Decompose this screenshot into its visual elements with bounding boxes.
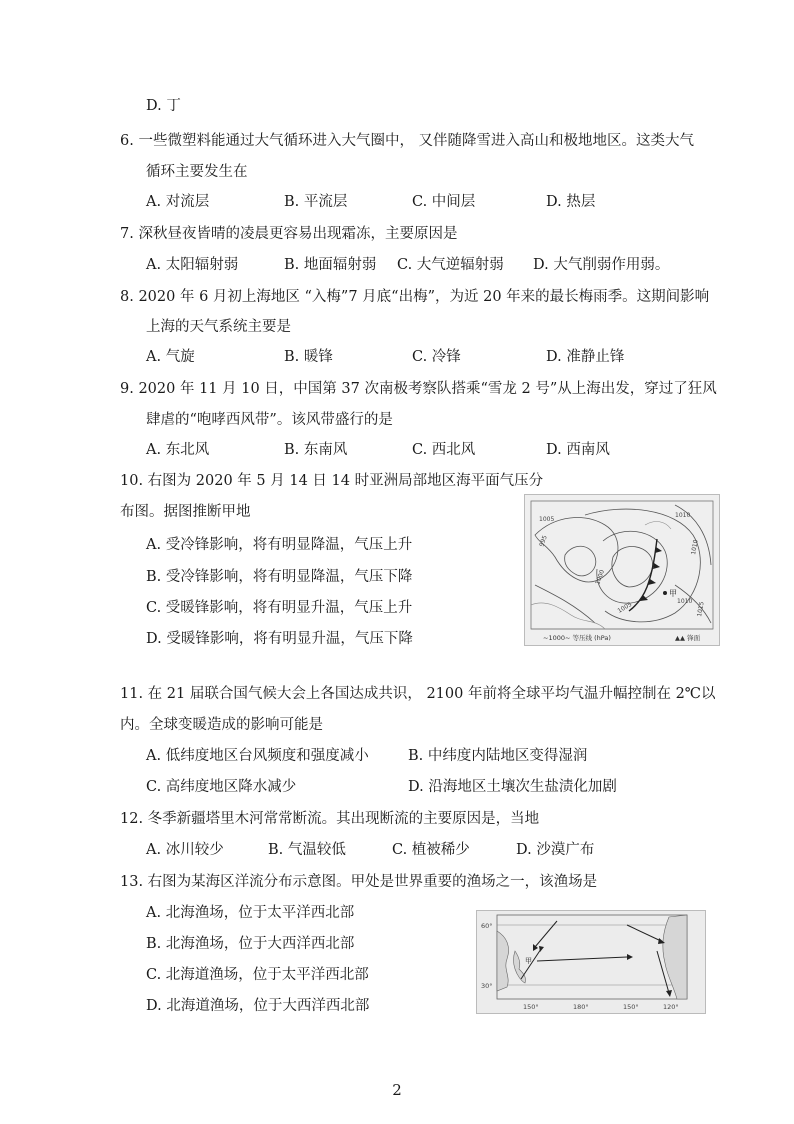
isobar-label: 1015	[696, 601, 706, 618]
q10-stem-line2: 布图。据图推断甲地	[120, 504, 251, 520]
q6-option-a: A. 对流层	[146, 194, 210, 210]
q10-option-c: C. 受暖锋影响，将有明显升温，气压上升	[146, 600, 413, 616]
isobar-label: 1005	[616, 601, 634, 615]
q11-stem-line1: 11. 在 21 届联合国气候大会上各国达成共识， 2100 年前将全球平均气温升幅控制在 2℃以	[120, 686, 716, 702]
q8-stem-line2: 上海的天气系统主要是	[146, 319, 291, 335]
q9-option-c: C. 西北风	[412, 442, 476, 458]
lon-label: 150°	[523, 1003, 539, 1011]
page-number: 2	[392, 1081, 402, 1099]
map-legend-isobar: ~1000~ 等压线 (hPa)	[543, 634, 611, 642]
lat-label-top: 60°	[481, 922, 493, 930]
q6-stem-line1: 6. 一些微塑料能通过大气循环进入大气圈中， 又伴随降雪进入高山和极地地区。这类大气	[120, 133, 695, 149]
q13-option-c: C. 北海道渔场，位于太平洋西北部	[146, 967, 369, 983]
pressure-map-drawing	[525, 495, 719, 645]
q7-stem-line1: 7. 深秋昼夜皆晴的凌晨更容易出现霜冻，主要原因是	[120, 226, 458, 242]
map-legend-front: ▲▲ 锋面	[675, 634, 701, 642]
isobar-label: 1010	[690, 539, 700, 556]
q8-stem-line1: 8. 2020 年 6 月初上海地区 “入梅”7 月底“出梅”，为近 20 年来的最长梅雨季。这期间影响	[120, 289, 710, 305]
q13-option-d: D. 北海道渔场，位于大西洋西北部	[146, 998, 370, 1014]
q7-option-a: A. 太阳辐射弱	[146, 257, 239, 273]
q13-option-a: A. 北海渔场，位于太平洋西北部	[146, 905, 355, 921]
q6-option-d: D. 热层	[546, 194, 596, 210]
q6-stem-line2: 循环主要发生在	[146, 164, 248, 180]
q5-option-d: D. 丁	[146, 98, 181, 114]
q12-option-c: C. 植被稀少	[392, 842, 470, 858]
q12-option-b: B. 气温较低	[268, 842, 346, 858]
q10-option-a: A. 受冷锋影响，将有明显降温，气压上升	[146, 537, 413, 553]
map-place-label: 甲	[669, 589, 677, 598]
q9-option-a: A. 东北风	[146, 442, 210, 458]
isobar-label: 995	[538, 534, 549, 548]
q9-stem-line1: 9. 2020 年 11 月 10 日，中国第 37 次南极考察队搭乘“雪龙 2 号”从上海出发，穿过了狂风	[120, 381, 717, 397]
q9-option-d: D. 西南风	[546, 442, 610, 458]
q11-option-a: A. 低纬度地区台风频度和强度减小	[146, 748, 369, 764]
q6-option-b: B. 平流层	[284, 194, 348, 210]
q8-option-b: B. 暖锋	[284, 349, 333, 365]
q7-option-b: B. 地面辐射弱	[284, 257, 377, 273]
q8-option-d: D. 准静止锋	[546, 349, 625, 365]
q7-option-c: C. 大气逆辐射弱	[397, 257, 504, 273]
ocean-current-drawing	[477, 911, 705, 1013]
current-map-place-label: 甲	[525, 957, 532, 965]
q12-stem-line1: 12. 冬季新疆塔里木河常常断流。其出现断流的主要原因是，当地	[120, 811, 540, 827]
isobar-label: 1000	[594, 568, 607, 586]
q8-option-c: C. 冷锋	[412, 349, 461, 365]
q12-option-d: D. 沙漠广布	[516, 842, 595, 858]
q8-option-a: A. 气旋	[146, 349, 195, 365]
lat-label-bottom: 30°	[481, 982, 493, 990]
q13-option-b: B. 北海渔场，位于大西洋西北部	[146, 936, 355, 952]
q11-option-c: C. 高纬度地区降水减少	[146, 779, 297, 795]
q11-option-d: D. 沿海地区土壤次生盐渍化加剧	[408, 779, 617, 795]
pressure-map-figure	[524, 494, 720, 646]
q9-stem-line2: 肆虐的“咆哮西风带”。该风带盛行的是	[146, 412, 393, 428]
q7-option-d: D. 大气削弱作用弱。	[533, 257, 670, 273]
isobar-label: 1010	[675, 512, 691, 519]
ocean-current-figure	[476, 910, 706, 1014]
q10-option-b: B. 受冷锋影响，将有明显降温，气压下降	[146, 569, 413, 585]
q13-stem-line1: 13. 右图为某海区洋流分布示意图。甲处是世界重要的渔场之一，该渔场是	[120, 874, 598, 890]
q12-option-a: A. 冰川较少	[146, 842, 224, 858]
q6-option-c: C. 中间层	[412, 194, 476, 210]
q10-option-d: D. 受暖锋影响，将有明显升温，气压下降	[146, 631, 413, 647]
isobar-label: 1005	[539, 516, 555, 523]
q9-option-b: B. 东南风	[284, 442, 348, 458]
q11-option-b: B. 中纬度内陆地区变得湿润	[408, 748, 588, 764]
q11-stem-line2: 内。全球变暖造成的影响可能是	[120, 717, 323, 733]
q10-stem-line1: 10. 右图为 2020 年 5 月 14 日 14 时亚洲局部地区海平面气压分	[120, 473, 544, 489]
isobar-label: 1010	[677, 598, 693, 605]
lon-label: 150°	[623, 1003, 639, 1011]
lon-label: 120°	[663, 1003, 679, 1011]
lon-label: 180°	[573, 1003, 589, 1011]
